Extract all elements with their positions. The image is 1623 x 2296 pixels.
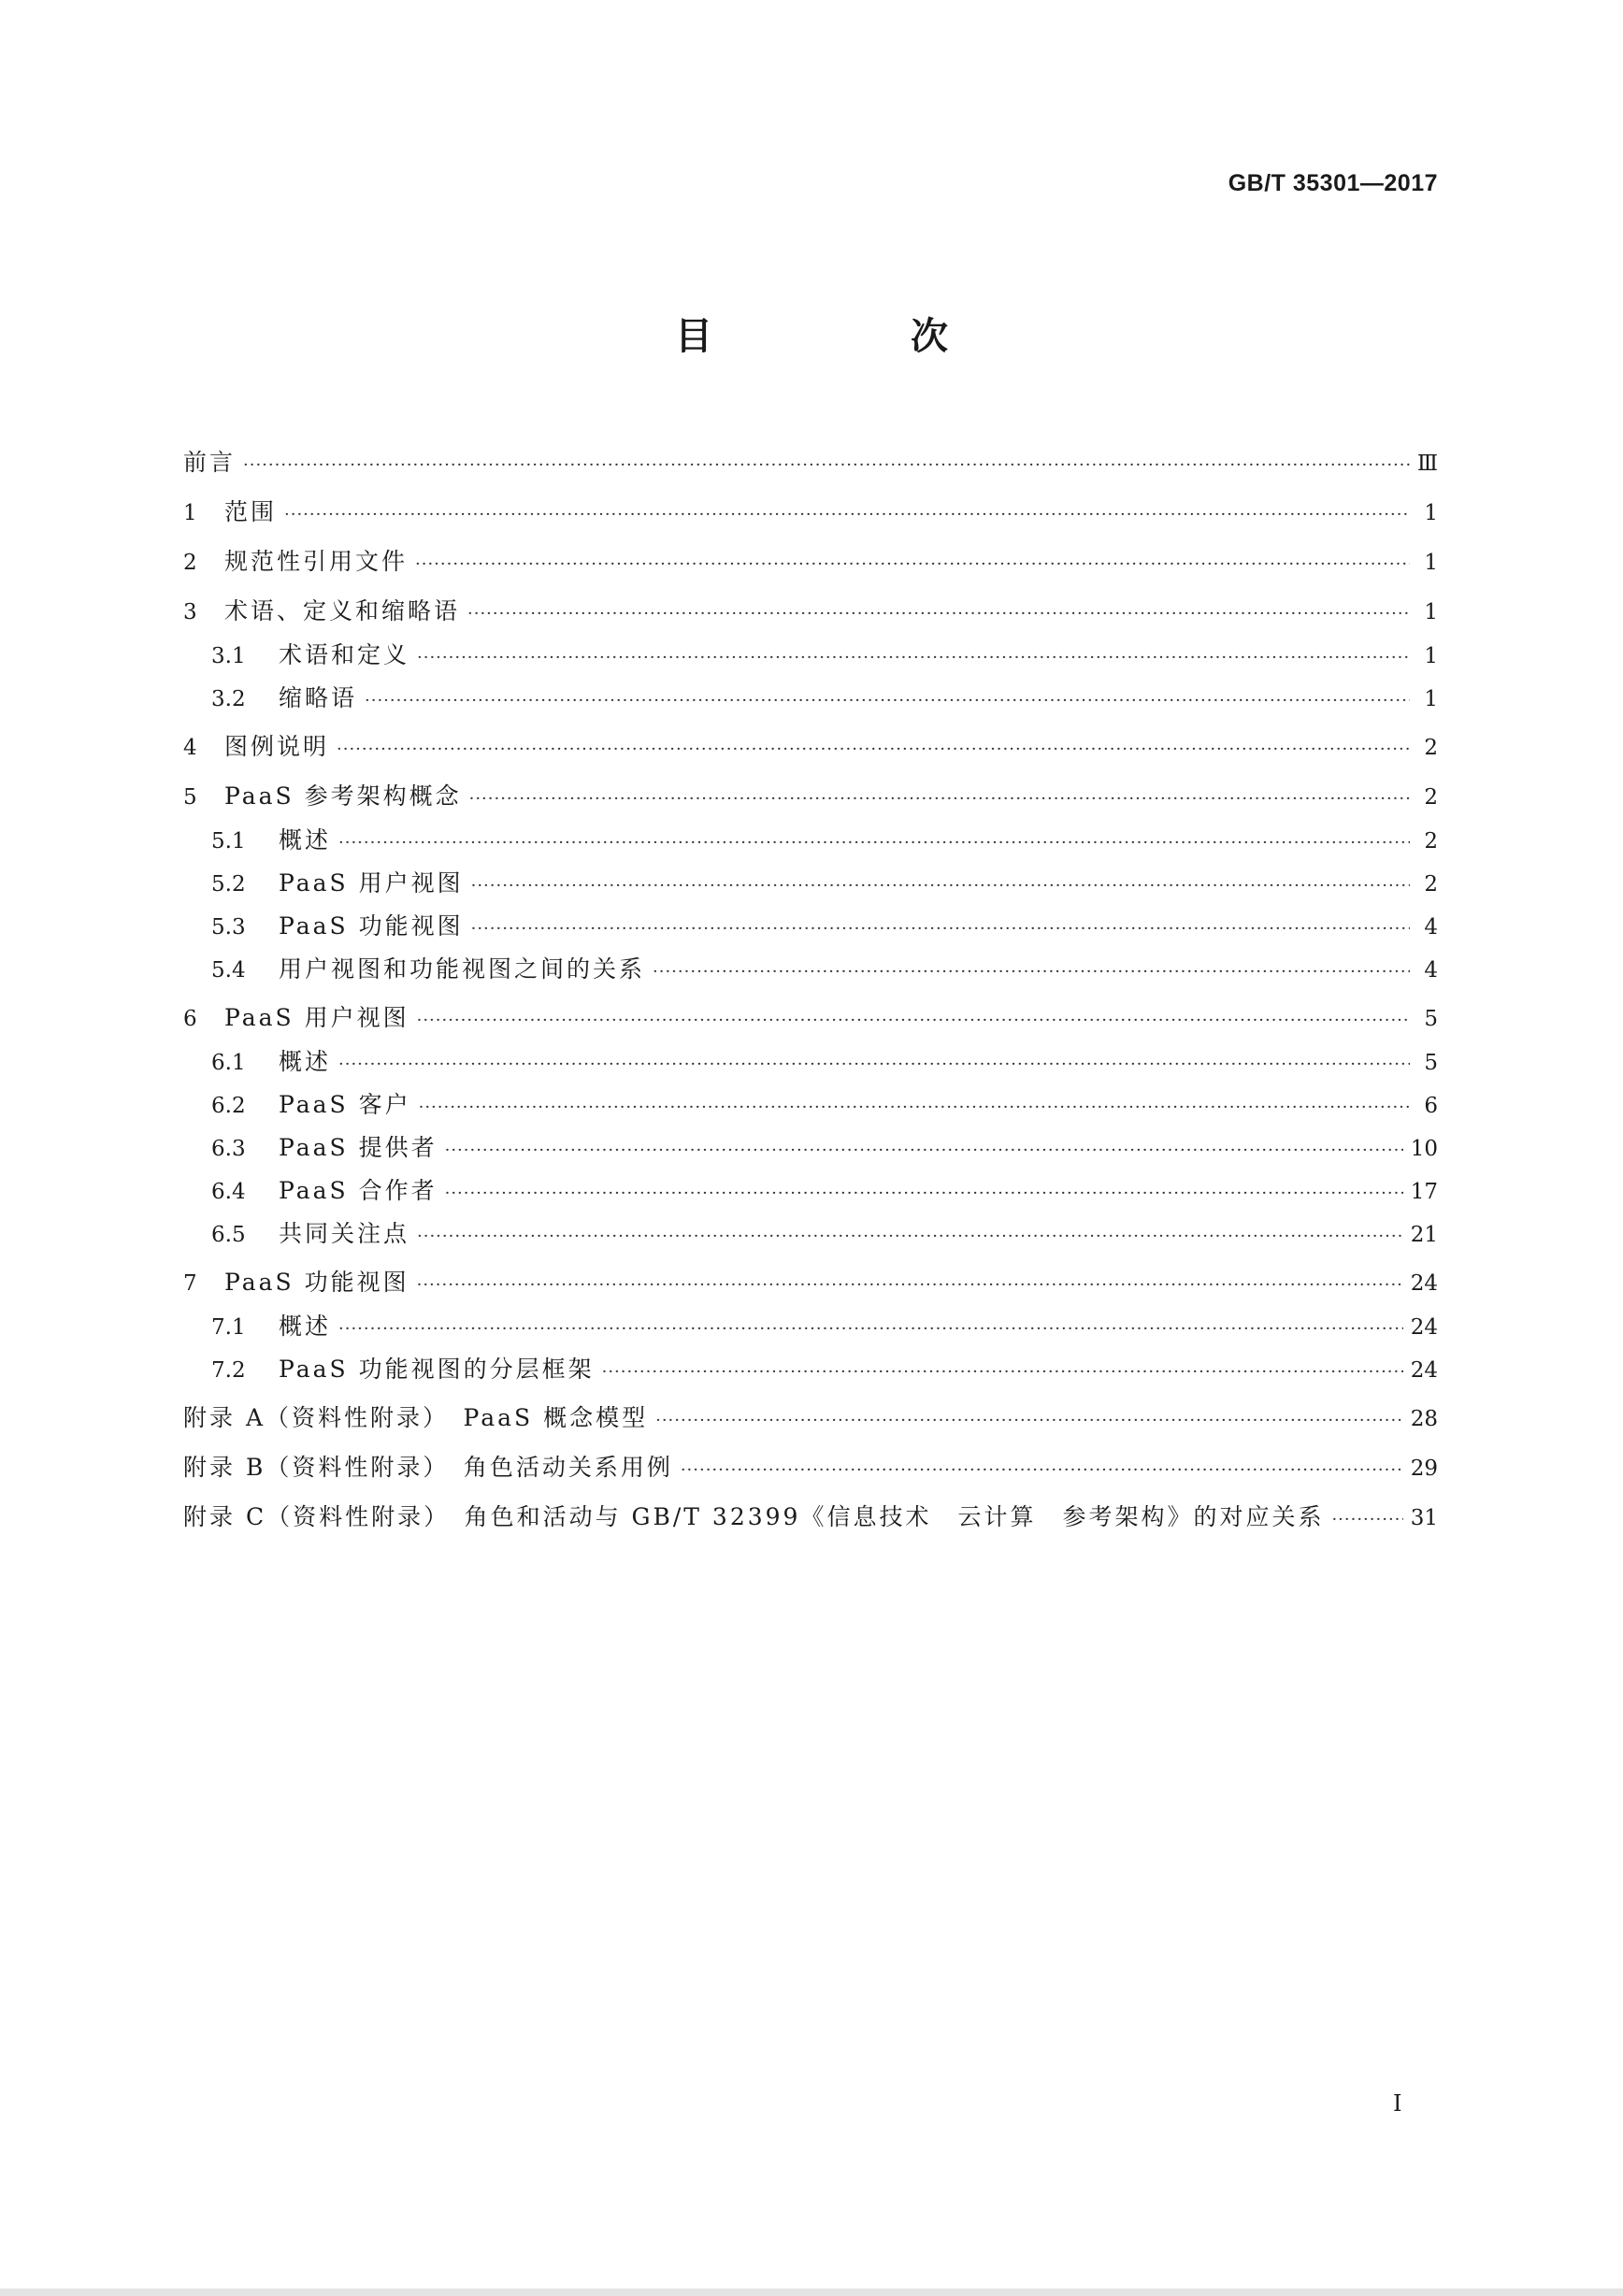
toc-entry-page: 24 xyxy=(1410,1271,1438,1296)
toc-entry-label: 概述 xyxy=(279,826,332,854)
toc-entry-label: 图例说明 xyxy=(224,733,330,760)
toc-entry-number: 5.4 xyxy=(211,958,246,983)
dot-leader xyxy=(681,1455,1403,1486)
toc-entry[interactable] xyxy=(183,725,1438,775)
dot-leader xyxy=(337,734,1410,766)
toc-entry[interactable] xyxy=(183,441,1438,491)
dot-leader xyxy=(467,598,1410,630)
toc-entry-number: 6.2 xyxy=(211,1094,246,1118)
toc-entry-number: 3 xyxy=(183,600,197,624)
toc-entry-label: PaaS 功能视图 xyxy=(224,1269,409,1296)
dot-leader xyxy=(338,827,1410,859)
toc-entry-page: 4 xyxy=(1424,915,1438,940)
toc-entry-label: PaaS 参考架构概念 xyxy=(224,782,462,810)
toc-entry-label: PaaS 功能视图的分层框架 xyxy=(279,1356,595,1383)
toc-entry-number: 5.2 xyxy=(211,872,246,897)
table-of-contents xyxy=(183,441,1438,1545)
toc-entry-number: 6 xyxy=(183,1007,197,1031)
dot-leader xyxy=(445,1135,1403,1167)
dot-leader xyxy=(338,1313,1403,1345)
toc-entry-page: 21 xyxy=(1410,1223,1438,1247)
toc-entry-page: 31 xyxy=(1410,1506,1438,1530)
dot-leader xyxy=(365,685,1410,717)
toc-entry[interactable] xyxy=(183,639,1438,682)
dot-leader xyxy=(471,870,1410,902)
standard-code: GB/T 35301—2017 xyxy=(1228,170,1438,196)
toc-entry-number: 3.2 xyxy=(211,687,246,711)
toc-entry-page: 24 xyxy=(1410,1315,1438,1340)
dot-leader xyxy=(469,783,1410,815)
toc-entry-label: 前言 xyxy=(183,449,237,476)
toc-entry-number: 6.3 xyxy=(211,1137,246,1161)
dot-leader xyxy=(1331,1504,1402,1536)
toc-entry-page: 29 xyxy=(1410,1457,1438,1481)
toc-entry-page: 28 xyxy=(1410,1407,1438,1431)
toc-entry-label: 术语、定义和缩略语 xyxy=(224,597,461,624)
toc-entry-page: 1 xyxy=(1424,644,1438,668)
dot-leader xyxy=(602,1356,1403,1388)
toc-entry-number: 1 xyxy=(183,501,197,525)
toc-entry-page: 1 xyxy=(1424,600,1438,624)
toc-entry-label: 附录 B（资料性附录） 角色活动关系用例 xyxy=(183,1454,673,1481)
toc-entry[interactable] xyxy=(183,540,1438,590)
toc-entry-page: 4 xyxy=(1424,958,1438,983)
toc-entry-label: 范围 xyxy=(224,498,278,525)
toc-entry-page: 10 xyxy=(1410,1137,1438,1161)
toc-entry[interactable] xyxy=(183,1446,1438,1496)
toc-entry[interactable] xyxy=(183,682,1438,725)
dot-leader xyxy=(338,1049,1410,1081)
toc-entry-number: 7.2 xyxy=(211,1358,246,1383)
toc-entry-number: 5 xyxy=(183,785,197,810)
toc-entry-label: PaaS 用户视图 xyxy=(279,869,464,897)
toc-entry-page: 2 xyxy=(1424,785,1438,810)
toc-entry[interactable] xyxy=(183,911,1438,954)
dot-leader xyxy=(417,1005,1410,1037)
toc-entry-number: 3.1 xyxy=(211,644,246,668)
toc-entry-page: 5 xyxy=(1424,1051,1438,1075)
dot-leader xyxy=(653,956,1410,988)
dot-leader xyxy=(243,450,1410,481)
toc-entry-number: 7 xyxy=(183,1271,197,1296)
toc-entry-number: 7.1 xyxy=(211,1315,246,1340)
toc-entry[interactable] xyxy=(183,491,1438,540)
toc-entry[interactable] xyxy=(183,1354,1438,1397)
toc-entry-page: 2 xyxy=(1424,829,1438,854)
toc-entry-label: PaaS 客户 xyxy=(279,1091,411,1118)
toc-entry-label: 附录 C（资料性附录） 角色和活动与 GB/T 32399《信息技术 云计算 参考架构》的对应关系 xyxy=(183,1503,1325,1530)
toc-entry-page: 2 xyxy=(1424,872,1438,897)
toc-entry-page: 5 xyxy=(1424,1007,1438,1031)
dot-leader xyxy=(419,1092,1410,1124)
dot-leader xyxy=(417,1270,1403,1301)
toc-entry[interactable] xyxy=(183,1218,1438,1261)
toc-entry[interactable] xyxy=(183,1132,1438,1175)
toc-entry-page: 17 xyxy=(1410,1180,1438,1204)
toc-entry-label: 概述 xyxy=(279,1048,332,1075)
toc-entry[interactable] xyxy=(183,997,1438,1046)
toc-entry[interactable] xyxy=(183,1175,1438,1218)
toc-entry-label: PaaS 提供者 xyxy=(279,1134,438,1161)
toc-entry-page: Ⅲ xyxy=(1416,452,1438,476)
toc-entry[interactable] xyxy=(183,590,1438,639)
toc-entry[interactable] xyxy=(183,825,1438,868)
dot-leader xyxy=(284,499,1410,531)
toc-entry-number: 6.4 xyxy=(211,1180,246,1204)
toc-entry-number: 2 xyxy=(183,551,197,575)
page-title: 目 次 xyxy=(675,315,1028,358)
toc-entry[interactable] xyxy=(183,1311,1438,1354)
toc-entry-number: 4 xyxy=(183,736,197,760)
toc-entry-label: 附录 A（资料性附录） PaaS 概念模型 xyxy=(183,1404,649,1431)
toc-entry-page: 6 xyxy=(1424,1094,1438,1118)
toc-entry-page: 1 xyxy=(1424,687,1438,711)
toc-entry-number: 5.1 xyxy=(211,829,246,854)
toc-entry[interactable] xyxy=(183,1261,1438,1311)
toc-entry-page: 2 xyxy=(1424,736,1438,760)
toc-entry-label: PaaS 合作者 xyxy=(279,1177,438,1204)
toc-entry-page: 1 xyxy=(1424,501,1438,525)
toc-entry[interactable] xyxy=(183,775,1438,825)
footer-page-number: I xyxy=(1393,2090,1402,2117)
toc-entry-label: 规范性引用文件 xyxy=(224,548,409,575)
dot-leader xyxy=(417,642,1410,674)
toc-entry-label: PaaS 用户视图 xyxy=(224,1004,409,1031)
toc-entry-label: PaaS 功能视图 xyxy=(279,912,464,940)
toc-entry-label: 术语和定义 xyxy=(279,641,410,668)
toc-entry[interactable] xyxy=(183,954,1438,997)
toc-entry[interactable] xyxy=(183,1089,1438,1132)
dot-leader xyxy=(445,1178,1403,1210)
dot-leader xyxy=(417,1221,1403,1253)
toc-entry-label: 概述 xyxy=(279,1313,332,1340)
toc-entry-number: 5.3 xyxy=(211,915,246,940)
toc-entry[interactable] xyxy=(183,1046,1438,1089)
toc-entry-label: 共同关注点 xyxy=(279,1220,410,1247)
toc-entry[interactable] xyxy=(183,1496,1438,1545)
toc-entry-number: 6.5 xyxy=(211,1223,246,1247)
toc-entry-page: 1 xyxy=(1424,551,1438,575)
toc-entry[interactable] xyxy=(183,868,1438,911)
toc-entry-page: 24 xyxy=(1410,1358,1438,1383)
dot-leader xyxy=(471,913,1410,945)
toc-entry[interactable] xyxy=(183,1397,1438,1446)
toc-entry-label: 缩略语 xyxy=(279,684,358,711)
dot-leader xyxy=(415,549,1410,581)
bottom-edge xyxy=(0,2289,1623,2296)
toc-entry-label: 用户视图和功能视图之间的关系 xyxy=(279,955,646,983)
dot-leader xyxy=(655,1405,1403,1437)
toc-entry-number: 6.1 xyxy=(211,1051,246,1075)
